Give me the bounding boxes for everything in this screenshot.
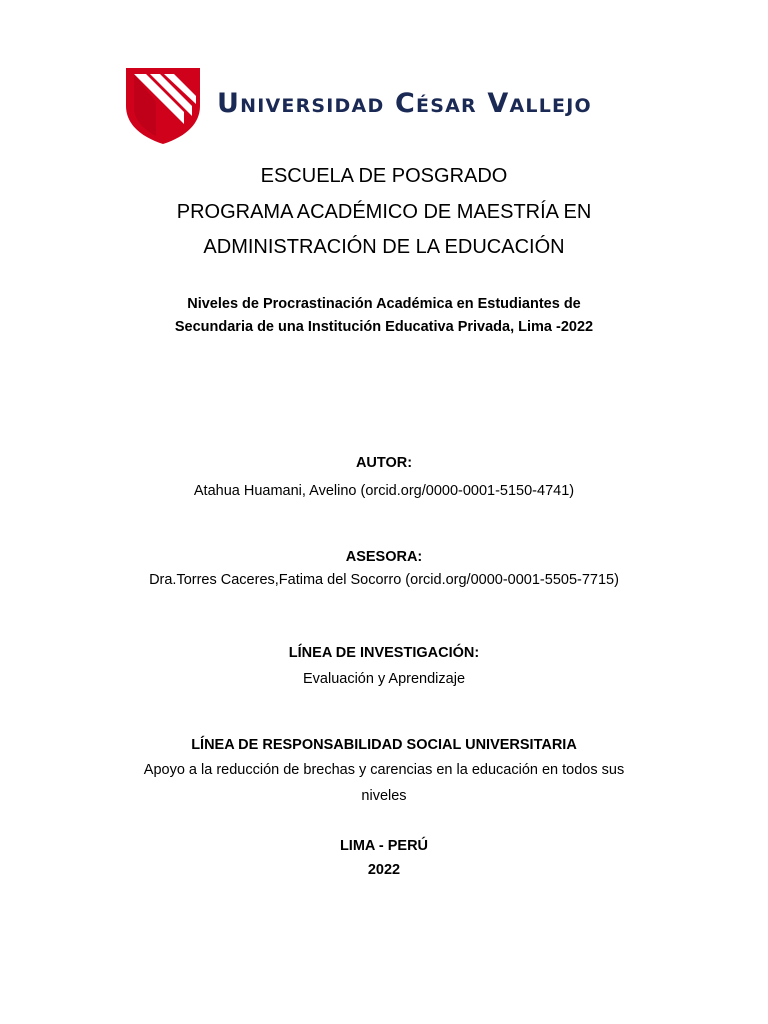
- year: 2022: [367, 862, 401, 878]
- program-line-2: ADMINISTRACIÓN DE LA EDUCACIÓN: [203, 236, 565, 258]
- research-line-value: Evaluación y Aprendizaje: [302, 671, 466, 687]
- social-responsibility-label: LÍNEA DE RESPONSABILIDAD SOCIAL UNIVERSITARIA: [191, 737, 577, 753]
- author-label: AUTOR:: [355, 455, 413, 471]
- advisor-value: Dra.Torres Caceres,Fatima del Socorro (orcid.org/0000-0001-5505-7715): [149, 572, 619, 588]
- research-line-label: LÍNEA DE INVESTIGACIÓN:: [288, 645, 480, 661]
- thesis-title-line-1: Niveles de Procrastinación Académica en Estudiantes de: [187, 296, 581, 312]
- social-responsibility-value-line-2: niveles: [361, 788, 407, 804]
- advisor-label: ASESORA:: [345, 549, 423, 565]
- place: LIMA - PERÚ: [339, 838, 429, 854]
- author-value: Atahua Huamani, Avelino (orcid.org/0000-0001-5150-4741): [193, 483, 575, 499]
- university-logo: [126, 68, 656, 144]
- university-wordmark: Universidad César Vallejo: [217, 88, 592, 119]
- program-line-1: PROGRAMA ACADÉMICO DE MAESTRÍA EN: [176, 201, 592, 223]
- thesis-title-line-2: Secundaria de una Institución Educativa Privada, Lima -2022: [174, 319, 594, 335]
- social-responsibility-value-line-1: Apoyo a la reducción de brechas y carencias en la educación en todos sus: [143, 762, 625, 778]
- school-name: ESCUELA DE POSGRADO: [260, 165, 508, 187]
- ucv-shield-emblem-icon: [126, 68, 200, 144]
